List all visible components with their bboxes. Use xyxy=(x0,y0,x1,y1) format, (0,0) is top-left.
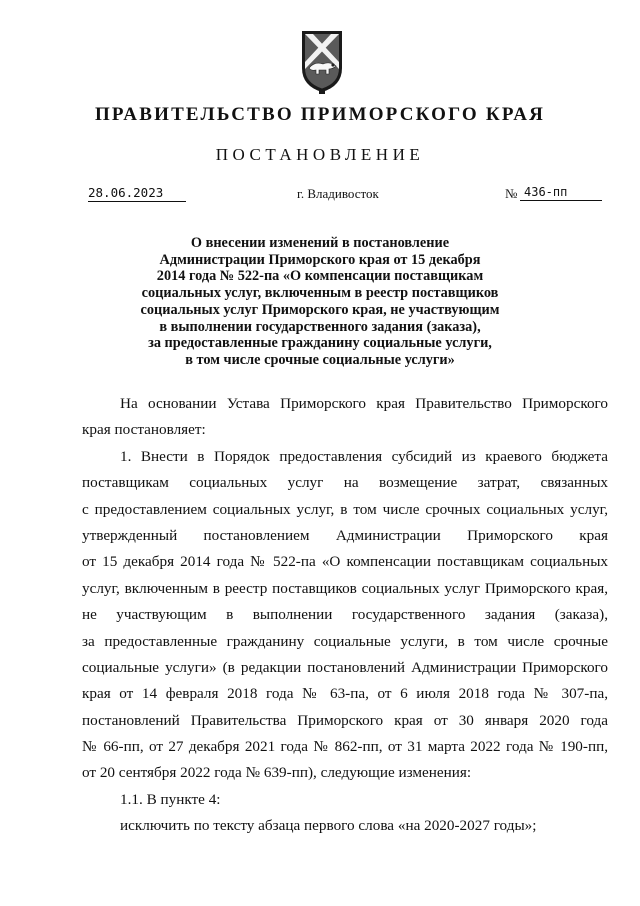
body-line: 1. Внести в Порядок предоставления субсидий из краевого бюджета xyxy=(120,447,608,465)
document-heading xyxy=(120,235,520,369)
body-line: социальные услуги» (в редакции постановлений Администрации Приморского xyxy=(82,658,608,676)
body-line: с предоставлением социальных услуг, в том числе срочных социальных услуг, xyxy=(82,500,608,518)
body-line: края постановляет: xyxy=(82,421,206,439)
heading-line: 2014 года № 522-па «О компенсации поставщикам xyxy=(156,268,484,285)
coat-of-arms-icon xyxy=(299,28,345,94)
body-line: На основании Устава Приморского края Правительство Приморского xyxy=(120,395,608,412)
body-line: услуг, включенным в реестр поставщиков социальных услуг Приморского края, xyxy=(82,579,608,597)
document-type: ПОСТАНОВЛЕНИЕ xyxy=(215,145,425,164)
body-line: не участвующим в выполнении государственного задания (заказа), xyxy=(82,606,608,624)
heading-line: за предоставленные гражданину социальные услуги, xyxy=(148,335,492,352)
heading-line: социальных услуг Приморского края, не участвующим xyxy=(140,301,500,318)
document-date: 28.06.2023 xyxy=(88,185,186,202)
body-line: от 20 сентября 2022 года № 639-пп), следующие изменения: xyxy=(82,764,472,782)
heading-line: социальных услуг, включенным в реестр поставщиков xyxy=(141,285,499,302)
government-title: ПРАВИТЕЛЬСТВО ПРИМОРСКОГО КРАЯ xyxy=(94,104,546,125)
heading-line: в выполнении государственного задания (заказа), xyxy=(159,318,481,335)
body-line: утвержденный постановлением Администрации Приморского края xyxy=(82,526,608,544)
number-sign: № xyxy=(505,186,518,201)
body-line: от 15 декабря 2014 года № 522-па «О компенсации поставщикам социальных xyxy=(82,553,608,571)
document-body xyxy=(82,391,608,840)
city-name: г. Владивосток xyxy=(297,186,379,201)
body-line: за предоставленные гражданину социальные услуги, в том числе срочные xyxy=(82,632,608,650)
body-line: № 66-пп, от 27 декабря 2021 года № 862-пп, от 31 марта 2022 года № 190-пп, xyxy=(82,738,608,756)
document-number: 436-пп xyxy=(520,185,602,201)
heading-line: в том числе срочные социальные услуги» xyxy=(185,351,455,368)
body-line: края от 14 февраля 2018 года № 63-па, от 6 июля 2018 года № 307-па, xyxy=(82,685,608,703)
heading-line: Администрации Приморского края от 15 декабря xyxy=(159,251,481,268)
body-line: исключить по тексту абзаца первого слова «на 2020-2027 годы»; xyxy=(120,817,537,835)
body-line: постановлений Правительства Приморского края от 30 января 2020 года xyxy=(82,711,608,729)
heading-line: О внесении изменений в постановление xyxy=(190,235,450,251)
body-line: поставщикам социальных услуг на возмещение затрат, связанных xyxy=(82,474,608,492)
body-line: 1.1. В пункте 4: xyxy=(120,790,221,808)
